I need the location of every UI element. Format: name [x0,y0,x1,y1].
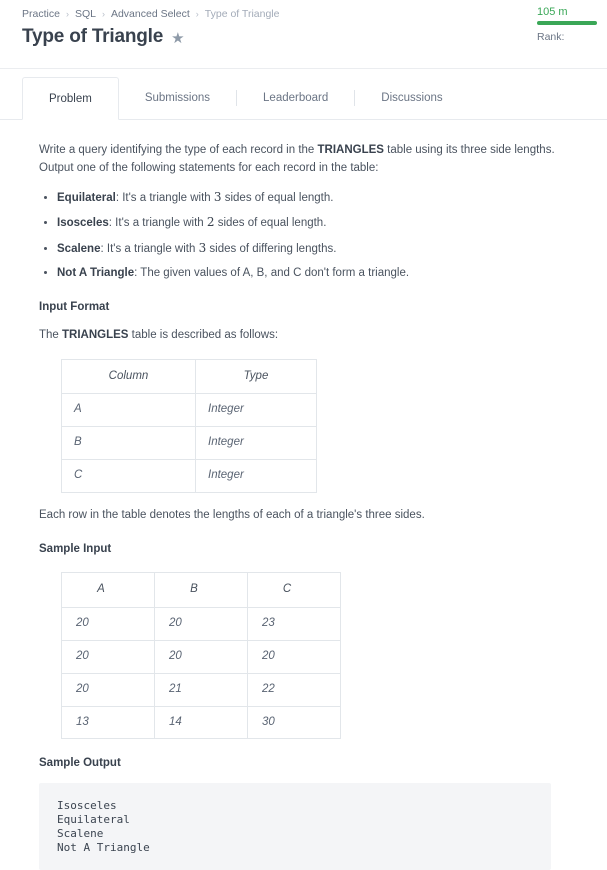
sample-table-wrapper [61,572,577,739]
table-cell: 22 [248,673,341,706]
table-header-row [62,359,317,394]
tab-submissions[interactable] [119,77,236,119]
tab-discussions[interactable] [355,77,468,119]
table-row [62,459,317,492]
score-progress-bar [537,21,597,25]
table-cell: Integer [196,427,317,460]
table-cell: 20 [62,608,155,641]
statement-list [39,188,577,283]
statement-text-a: : It's a triangle with [108,217,207,230]
tab-discussions-label: Discussions [381,92,443,104]
table-cell: C [62,459,196,492]
statement-term: Isosceles [57,217,109,230]
statement-text-a: : The given values of A, B, and C don't form a triangle. [134,267,410,280]
table-cell: 20 [155,608,248,641]
code-line: Isosceles [57,799,117,813]
table-cell: Integer [196,394,317,427]
breadcrumb [0,0,607,20]
problem-intro-part2: table using its three side lengths. Output one of the following statements for each record in the table: [39,144,555,174]
table-cell: 20 [155,641,248,674]
tab-leaderboard-label: Leaderboard [263,92,329,104]
table-cell: 30 [248,706,341,739]
statement-text-a: : It's a triangle with [100,243,199,256]
tab-problem-label: Problem [49,92,92,105]
list-item [57,213,577,233]
table-cell: A [62,394,196,427]
input-format-heading: Input Format [39,300,110,313]
schema-header-column: Column [62,359,196,394]
breadcrumb-separator-icon: › [65,9,69,19]
schema-intro-part2: table is described as follows: [128,328,279,341]
statement-text-b: sides of differing lengths. [206,243,337,256]
statement-text-b: sides of equal length. [221,191,334,204]
table-cell: 20 [62,641,155,674]
sample-header-a: A [62,573,155,608]
table-row [62,706,341,739]
tab-leaderboard[interactable] [237,77,354,119]
score-widget [537,6,607,43]
statement-term: Scalene [57,243,101,256]
triangles-table-name: TRIANGLES [62,328,129,341]
table-cell: 14 [155,706,248,739]
breadcrumb-item-practice[interactable]: Practice [22,8,60,20]
table-cell: 20 [248,641,341,674]
row-note: Each row in the table denotes the lengths of each of a triangle's three sides. [39,508,425,521]
sample-output-heading: Sample Output [39,757,121,770]
list-item [57,265,577,283]
statement-term: Equilateral [57,191,116,204]
table-cell: B [62,427,196,460]
breadcrumb-separator-icon: › [101,9,105,19]
score-value: 105 m [537,6,568,18]
breadcrumb-separator-icon: › [195,9,199,19]
tab-bar [0,77,607,120]
statement-text-b: sides of equal length. [214,217,327,230]
title-row [0,20,607,48]
sample-header-b: B [155,573,248,608]
triangles-table-name: TRIANGLES [317,144,384,156]
schema-header-type: Type [196,359,317,394]
schema-table [61,359,317,493]
code-line: Not A Triangle [57,840,150,854]
table-row [62,394,317,427]
statement-number: 2 [206,215,215,230]
statement-term: Not A Triangle [57,267,135,280]
table-cell: 20 [62,673,155,706]
problem-statement [0,120,607,870]
table-cell: 23 [248,608,341,641]
code-line: Equilateral [57,813,130,826]
tab-submissions-label: Submissions [144,92,211,104]
sample-output-code [39,783,551,870]
schema-intro [39,327,577,345]
statement-number: 3 [198,241,207,256]
sample-header-c: C [248,573,341,608]
table-row [62,608,341,641]
schema-table-wrapper [61,359,577,493]
sample-input-table [61,572,341,739]
table-cell: 21 [155,673,248,706]
statement-number: 3 [213,189,222,204]
breadcrumb-item-sql[interactable]: SQL [74,8,96,20]
rank-label: Rank: [537,31,565,43]
breadcrumb-item-current: Type of Triangle [204,8,280,20]
tab-problem[interactable] [22,77,119,120]
star-icon[interactable]: ★ [171,29,185,47]
table-cell: 13 [62,706,155,739]
list-item [57,188,577,208]
sample-input-heading: Sample Input [39,542,112,555]
statement-text-a: : It's a triangle with [115,191,214,204]
table-row [62,427,317,460]
table-row [62,641,341,674]
schema-intro-part1: The [39,328,63,341]
code-line: Scalene [57,826,104,840]
breadcrumb-item-advanced-select[interactable]: Advanced Select [110,8,190,20]
problem-intro-part1: Write a query identifying the type of each record in the [39,144,318,156]
table-cell: Integer [196,459,317,492]
header-divider [0,68,607,69]
table-header-row [62,573,341,608]
page-title: Type of Triangle [22,26,164,47]
table-row [62,673,341,706]
list-item [57,239,577,259]
problem-intro [39,142,577,178]
